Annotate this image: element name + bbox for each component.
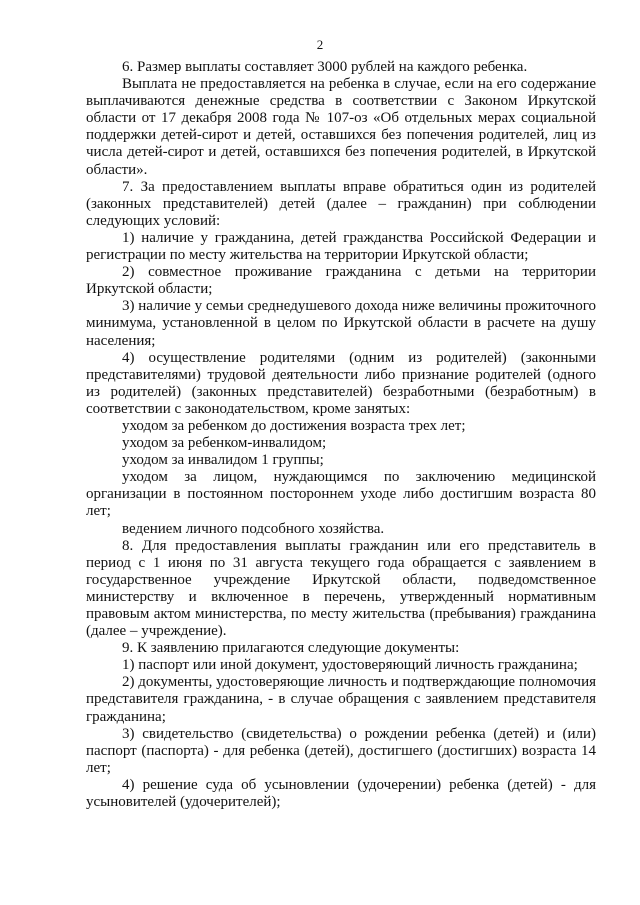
condition-2: 2) совместное проживание гражданина с детьми на территории Иркутской области; [86, 264, 596, 298]
exception-household: ведением личного подсобного хозяйства. [122, 520, 385, 537]
paragraph-7: 7. За предоставлением выплаты вправе обратиться один из родителей (законных представителей) детей (далее – гражданин) при соблюдении следующих условий: [86, 178, 596, 229]
paragraph-6-exclusion: Выплата не предоставляется на ребенка в случае, если на его содержание выплачиваются денежные средства в соответствии с Законом Иркутской области от 17 декабря 2008 года № 107-оз «Об отдельных мерах социальной поддержки детей-сирот и детей, оставшихся без попечения родителей, лиц из числа детей-сирот и детей, оставшихся без попечения родителей, в Иркутской области». [86, 76, 596, 178]
paragraph-8: 8. Для предоставления выплаты гражданин или его представитель в период с 1 июня по 31 августа текущего года обращается с заявлением в государственное учреждение Иркутской области, подведомственное министерству и включенное в перечень, утвержденный нормативным правовым актом министерства, по месту жительства (пребывания) гражданина (далее – учреждение). [86, 537, 596, 640]
exception-care-person: уходом за лицом, нуждающимся по заключению медицинской организации в постоянном постороннем уходе либо достигшим возраста 80 лет; [86, 469, 596, 520]
document-2: 2) документы, удостоверяющие личность и подтверждающие полномочия представителя гражданина, - в случае обращения с заявлением представителя гражданина; [86, 674, 596, 725]
condition-1: 1) наличие у гражданина, детей гражданства Российской Федерации и регистрации по месту жительства на территории Иркутской области; [86, 229, 596, 264]
document-3: 3) свидетельство (свидетельства) о рождении ребенка (детей) и (или) паспорт (паспорта) - для ребенка (детей), достигшего (достигших) возраста 14 лет; [86, 725, 596, 776]
paragraph-6: 6. Размер выплаты составляет 3000 рублей на каждого ребенка. [122, 59, 528, 75]
paragraph-9: 9. К заявлению прилагаются следующие документы: [122, 640, 460, 657]
exception-child-care: уходом за ребенком до достижения возраста трех лет; [122, 417, 466, 434]
document-body [86, 59, 596, 811]
document-1: 1) паспорт или иной документ, удостоверяющий личность гражданина; [122, 657, 578, 674]
document-4: 4) решение суда об усыновлении (удочерении) ребенка (детей) - для усыновителей (удочерителей); [86, 776, 596, 811]
condition-3: 3) наличие у семьи среднедушевого дохода ниже величины прожиточного минимума, установленной в целом по Иркутской области в расчете на душу населения; [86, 298, 596, 349]
condition-4: 4) осуществление родителями (одним из родителей) (законными представителями) трудовой деятельности либо признание родителей (одного из родителей) (законных представителей) безработными (безработным) в соответствии с законодательством, кроме занятых: [86, 349, 596, 417]
exception-disabled-group1: уходом за инвалидом 1 группы; [122, 452, 324, 469]
exception-disabled-child: уходом за ребенком-инвалидом; [122, 435, 327, 452]
page-number: 2 [316, 37, 324, 52]
